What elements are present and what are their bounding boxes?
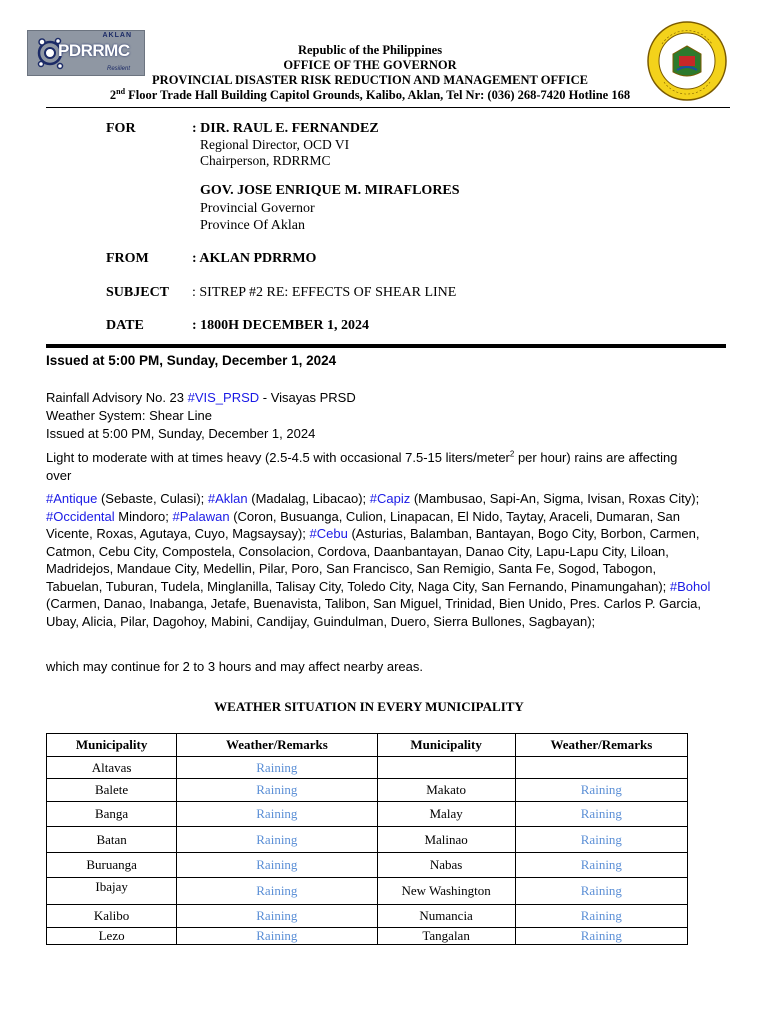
weather-system: Weather System: Shear Line — [46, 408, 212, 423]
table-row — [47, 802, 688, 827]
subject-value: : SITREP #2 RE: EFFECTS OF SHEAR LINE — [192, 285, 457, 300]
hashtag-link[interactable]: #Cebu — [309, 526, 348, 541]
remark-cell: Raining — [177, 802, 377, 827]
municipality-cell: Malinao — [377, 827, 515, 853]
logo-sub-text: Resilient — [106, 66, 130, 72]
remark-cell: Raining — [515, 905, 687, 928]
subject-label: SUBJECT — [106, 285, 170, 300]
advisory-issued: Issued at 5:00 PM, Sunday, December 1, 2024 — [46, 426, 316, 441]
remark-cell: Raining — [177, 779, 377, 802]
from-value: : AKLAN PDRRMO — [192, 251, 317, 266]
header-divider — [46, 107, 730, 108]
letterhead-office: OFFICE OF THE GOVERNOR — [283, 58, 457, 72]
remark-cell: Raining — [515, 853, 687, 878]
table-row — [47, 878, 688, 905]
hashtag-link[interactable]: #VIS_PRSD — [187, 390, 260, 405]
municipality-cell: Tangalan — [377, 928, 515, 945]
logo-pdrrmc-text: PDRRMC — [58, 41, 130, 60]
for-second-recipient-office: Province Of Aklan — [200, 218, 305, 233]
hashtag-link[interactable]: #Occidental — [46, 508, 115, 524]
remark-cell: Raining — [515, 802, 687, 827]
table-row — [47, 928, 688, 945]
municipality-cell: Banga — [47, 802, 177, 827]
hashtag-link[interactable]: #Capiz — [369, 491, 411, 506]
memo-divider — [46, 344, 726, 348]
municipality-cell: Altavas — [47, 757, 177, 779]
municipality-cell: Lezo — [47, 928, 177, 945]
from-label: FROM — [106, 251, 149, 266]
for-label: FOR — [106, 121, 136, 136]
remark-cell: Raining — [177, 905, 377, 928]
for-second-recipient-name: GOV. JOSE ENRIQUE M. MIRAFLORES — [200, 183, 460, 198]
remark-cell: Raining — [177, 757, 377, 779]
municipality-cell: Malay — [377, 802, 515, 827]
hashtag-link[interactable]: #Bohol — [669, 578, 711, 594]
column-header: Weather/Remarks — [177, 734, 377, 757]
municipality-cell: Kalibo — [47, 905, 177, 928]
remark-cell — [515, 757, 687, 779]
advisory-number: Rainfall Advisory No. 23 #VIS_PRSD - Visayas PRSD — [46, 390, 356, 405]
municipality-cell: Balete — [47, 779, 177, 802]
remark-cell: Raining — [515, 878, 687, 905]
advisory-closing: which may continue for 2 to 3 hours and may affect nearby areas. — [46, 659, 423, 674]
letterhead-republic: Republic of the Philippines — [297, 43, 443, 57]
issued-heading: Issued at 5:00 PM, Sunday, December 1, 2024 — [46, 353, 337, 368]
for-recipient-title: Regional Director, OCD VI — [200, 137, 350, 152]
table-row — [47, 905, 688, 928]
logo-aklan-text: AKLAN — [102, 32, 132, 39]
letterhead-pdrrmo: PROVINCIAL DISASTER RISK REDUCTION AND MANAGEMENT OFFICE — [152, 73, 588, 87]
letterhead-address: 2nd Floor Trade Hall Building Capitol Grounds, Kalibo, Aklan, Tel Nr: (036) 268-7420 Hotline 168 — [109, 86, 631, 102]
weather-table — [46, 733, 688, 945]
table-header-row — [47, 734, 688, 757]
municipality-cell: Nabas — [377, 853, 515, 878]
for-recipient-role: Chairperson, RDRRMC — [200, 153, 331, 168]
hashtag-link[interactable]: #Aklan — [207, 491, 248, 506]
column-header: Municipality — [47, 734, 177, 757]
table-row — [47, 853, 688, 878]
table-row — [47, 757, 688, 779]
municipality-cell: New Washington — [377, 878, 515, 905]
remark-cell: Raining — [515, 827, 687, 853]
municipality-cell: Batan — [47, 827, 177, 853]
hashtag-link[interactable]: #Antique — [46, 491, 98, 506]
municipality-cell: Makato — [377, 779, 515, 802]
remark-cell: Raining — [177, 853, 377, 878]
remark-cell: Raining — [515, 779, 687, 802]
date-label: DATE — [106, 318, 144, 333]
date-value: : 1800H DECEMBER 1, 2024 — [192, 318, 369, 333]
table-row — [47, 827, 688, 853]
municipality-cell: Buruanga — [47, 853, 177, 878]
affected-areas: #Antique (Sebaste, Culasi); #Aklan (Madalag, Libacao); #Capiz (Mambusao, Sapi-An, Sigma, Ivisan, Roxas City); #Occidental Mindoro; #Palawan (Coron, Busuanga, Culion, Linapacan, El Nido, Taytay, Araceli, Dumaran, San Vicente, Roxas, Agutaya, Cuyo, Magsaysay); #Cebu (Asturias, Balamban, Bantayan, Bogo City, Borbon, Carmen, Catmon, Cebu City, Compostela, Consolacion, Cordova, Daanbantayan, Danao City, Lapu-Lapu City, Liloan, Madridejos, Mandaue City, Medellin, Pilar, Poro, San Francisco, San Remigio, Santa Fe, Sogod, Tabogon, Tabuelan, Tuburan, Tudela, Minglanilla, Talisay City, Toledo City, Naga City, San Fernando, Pinamungahan); #Bohol (Carmen, Danao, Inabanga, Jetafe, Buenavista, Talibon, San Miguel, Trinidad, Bien Unido, Pres. Carlos P. Garcia, Ubay, Alicia, Pilar, Dagohoy, Mabini, Candijay, Guindulman, Duero, Sierra Bullones, Sagbayan); — [46, 491, 711, 629]
table-row — [47, 779, 688, 802]
remark-cell: Raining — [177, 827, 377, 853]
column-header: Weather/Remarks — [515, 734, 687, 757]
for-recipient-name: : DIR. RAUL E. FERNANDEZ — [192, 121, 379, 136]
municipality-cell — [377, 757, 515, 779]
hashtag-link[interactable]: #Palawan — [172, 508, 230, 524]
municipality-cell: Ibajay — [47, 878, 177, 905]
remark-cell: Raining — [177, 878, 377, 905]
table-title: WEATHER SITUATION IN EVERY MUNICIPALITY — [214, 699, 524, 714]
municipality-cell: Numancia — [377, 905, 515, 928]
remark-cell: Raining — [515, 928, 687, 945]
column-header: Municipality — [377, 734, 515, 757]
for-second-recipient-title: Provincial Governor — [200, 201, 315, 216]
advisory-intro: Light to moderate with at times heavy (2.5-4.5 with occasional 7.5-15 liters/meter$^2$ per hour) rains are affecting over — [46, 449, 678, 483]
remark-cell: Raining — [177, 928, 377, 945]
